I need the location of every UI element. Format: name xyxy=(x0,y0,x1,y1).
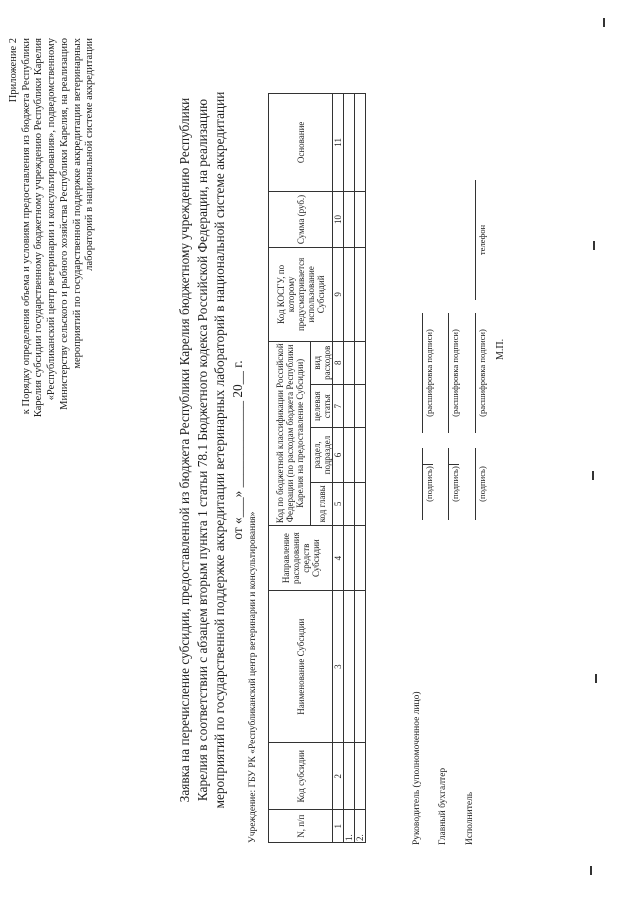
appendix-line: лабораторий в национальной системе аккредитации xyxy=(84,38,96,271)
col-number: 3 xyxy=(333,591,344,743)
row-number: 1. xyxy=(344,810,355,843)
table-cell xyxy=(344,482,355,525)
table-cell xyxy=(355,191,366,247)
scan-mark xyxy=(592,471,594,480)
table-cell xyxy=(355,248,366,341)
scan-mark xyxy=(603,18,605,27)
appendix-line: «Республиканский центр ветеринарии и консультирования», подведомственному xyxy=(46,38,58,401)
table-cell xyxy=(344,743,355,810)
title-date-line: от «___» _____________ 20__ г. xyxy=(229,360,245,540)
header-basis: Основание xyxy=(269,94,333,192)
signature-caption: (расшифровка подписи) xyxy=(424,329,434,417)
signature-caption: (подпись) xyxy=(424,466,434,502)
table-cell xyxy=(355,428,366,482)
signature-caption: (подпись) xyxy=(450,466,460,502)
table-cell xyxy=(344,248,355,341)
scan-mark xyxy=(593,241,595,250)
signature-line xyxy=(475,448,476,520)
scan-mark xyxy=(423,464,433,465)
table-cell xyxy=(355,482,366,525)
col-number: 10 xyxy=(333,191,344,247)
subsidy-table xyxy=(268,93,366,843)
table-cell xyxy=(344,384,355,427)
header-target: целевая статья xyxy=(311,384,333,427)
table-cell xyxy=(355,384,366,427)
signature-caption: (расшифровка подписи) xyxy=(477,329,487,417)
scan-mark xyxy=(449,464,459,465)
col-number: 9 xyxy=(333,248,344,341)
col-number: 5 xyxy=(333,482,344,525)
signature-caption: (расшифровка подписи) xyxy=(450,329,460,417)
col-number: 1 xyxy=(333,810,344,843)
header-sum: Сумма (руб.) xyxy=(269,191,333,247)
appendix-header xyxy=(8,38,97,417)
appendix-line: мероприятий по государственной поддержке аккредитации ветеринарных xyxy=(71,38,83,369)
table-cell xyxy=(344,94,355,192)
title-line: Заявка на перечисление субсидии, предоставленной из бюджета Республики Карелия бюджетному учреждению Республики xyxy=(177,97,192,803)
col-number: 6 xyxy=(333,428,344,482)
signature-caption: (подпись) xyxy=(477,466,487,502)
table-row xyxy=(355,94,366,843)
header-section: раздел, подраздел xyxy=(311,428,333,482)
appendix-line: Министерству сельского и рыбного хозяйства Республики Карелия, на реализацию xyxy=(58,38,70,410)
header-kosgu: Код КОСГУ, по которому предусматривается использование Субсидий xyxy=(269,248,333,341)
table-row xyxy=(344,94,355,843)
appendix-line: Карелия субсидии государственному бюджетному учреждению Республики Карелия xyxy=(33,38,45,418)
table-cell xyxy=(344,341,355,384)
signature-role: Руководитель (уполномоченное лицо) xyxy=(412,691,422,845)
scan-mark xyxy=(590,866,592,875)
title-line: мероприятий по государственной поддержке аккредитации ветеринарных лабораторий в национальной системе аккредитации xyxy=(212,91,227,809)
table-cell xyxy=(355,743,366,810)
document-title xyxy=(176,55,246,845)
appendix-line: к Порядку определения объема и условиям предоставления из бюджета Республики xyxy=(20,38,32,415)
table-cell xyxy=(355,341,366,384)
signature-line xyxy=(475,180,476,300)
table-cell xyxy=(344,591,355,743)
institution-line: Учреждение: ГБУ РК «Республиканский центр ветеринарии и консультирования» xyxy=(248,511,258,843)
scan-mark xyxy=(595,674,597,683)
table-cell xyxy=(344,526,355,591)
col-number: 4 xyxy=(333,526,344,591)
table-cell xyxy=(355,526,366,591)
appendix-line: Приложение 2 xyxy=(8,38,19,103)
col-number: 2 xyxy=(333,743,344,810)
signature-line xyxy=(448,313,449,433)
table-cell xyxy=(355,591,366,743)
table-cell xyxy=(355,94,366,192)
col-number: 8 xyxy=(333,341,344,384)
row-number: 2. xyxy=(355,810,366,843)
signature-role: Исполнитель xyxy=(465,791,475,845)
signature-line xyxy=(448,448,449,520)
signature-line xyxy=(422,313,423,433)
header-main-code: код главы xyxy=(311,482,333,525)
stamp-mark: М.П. xyxy=(495,338,506,360)
signature-line xyxy=(475,313,476,433)
table-cell xyxy=(344,428,355,482)
signature-caption: телефон xyxy=(477,224,487,256)
header-budget-code: Код по бюджетной классификации Российской Федерации (по расходам бюджета Республики Карелия на предоставление Субсидии) xyxy=(269,341,311,526)
col-number: 7 xyxy=(333,384,344,427)
header-name: Наименование Субсидии xyxy=(269,591,333,743)
title-line: Карелия в соответствии с абзацем вторым пункта 1 статьи 78.1 Бюджетного кодекса Российской Федерации, на реализацию xyxy=(194,98,210,802)
table-cell xyxy=(344,191,355,247)
signature-line xyxy=(422,448,423,520)
header-num: N, п/п xyxy=(269,810,333,843)
signature-role: Главный бухгалтер xyxy=(438,767,448,845)
col-number: 11 xyxy=(333,94,344,192)
header-type: вид расходов xyxy=(311,341,333,384)
header-direction: Направление расходования средств Субсидии xyxy=(269,526,333,591)
header-code: Код субсидии xyxy=(269,743,333,810)
